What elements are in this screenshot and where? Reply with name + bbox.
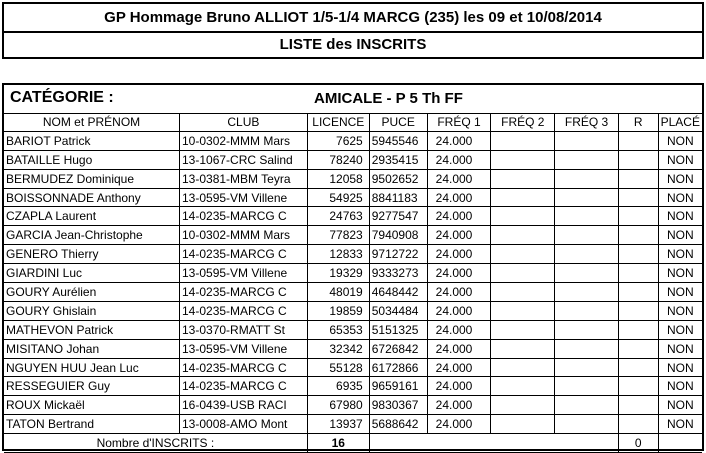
cell-freq2 [491, 245, 555, 264]
cell-puce: 9277547 [369, 207, 427, 226]
cell-freq3 [555, 377, 619, 396]
cell-puce: 9659161 [369, 377, 427, 396]
cell-puce: 9502652 [369, 169, 427, 188]
table-header-row [4, 113, 702, 131]
cell-puce: 5688642 [369, 415, 427, 434]
cell-place: NON [658, 169, 702, 188]
cell-freq3 [555, 301, 619, 320]
column-header-freq1: FRÉQ 1 [427, 113, 491, 131]
cell-freq1: 24.000 [427, 131, 491, 150]
table-row [4, 377, 702, 396]
cell-licence: 32342 [307, 339, 369, 358]
cell-name: RESSEGUIER Guy [4, 377, 180, 396]
cell-name: TATON Bertrand [4, 415, 180, 434]
cell-licence: 65353 [307, 320, 369, 339]
cell-freq1: 24.000 [427, 245, 491, 264]
cell-r [618, 358, 658, 377]
cell-freq3 [555, 415, 619, 434]
cell-licence: 48019 [307, 283, 369, 302]
cell-freq1: 24.000 [427, 283, 491, 302]
cell-freq3 [555, 339, 619, 358]
cell-r [618, 226, 658, 245]
cell-place: NON [658, 150, 702, 169]
cell-licence: 12058 [307, 169, 369, 188]
cell-freq2 [491, 188, 555, 207]
cell-place: NON [658, 207, 702, 226]
cell-name: GENERO Thierry [4, 245, 180, 264]
cell-club: 13-0595-VM Villene [180, 188, 308, 207]
cell-freq2 [491, 358, 555, 377]
cell-licence: 19329 [307, 264, 369, 283]
cell-puce: 9333273 [369, 264, 427, 283]
cell-licence: 13937 [307, 415, 369, 434]
cell-r [618, 131, 658, 150]
cell-freq3 [555, 245, 619, 264]
cell-freq3 [555, 396, 619, 415]
cell-freq3 [555, 226, 619, 245]
cell-freq2 [491, 320, 555, 339]
cell-club: 14-0235-MARCG C [180, 283, 308, 302]
cell-place: NON [658, 320, 702, 339]
cell-freq2 [491, 264, 555, 283]
cell-puce: 5034484 [369, 301, 427, 320]
cell-licence: 55128 [307, 358, 369, 377]
category-row [4, 85, 702, 114]
cell-licence: 7625 [307, 131, 369, 150]
cell-freq2 [491, 207, 555, 226]
document-subtitle: LISTE des INSCRITS [2, 31, 704, 59]
table-row [4, 264, 702, 283]
cell-name: BARIOT Patrick [4, 131, 180, 150]
cell-licence: 19859 [307, 301, 369, 320]
column-header-club: CLUB [180, 113, 308, 131]
document-title: GP Hommage Bruno ALLIOT 1/5-1/4 MARCG (235) les 09 et 10/08/2014 [2, 2, 704, 33]
table-row [4, 207, 702, 226]
cell-freq3 [555, 320, 619, 339]
cell-place: NON [658, 301, 702, 320]
cell-freq2 [491, 131, 555, 150]
cell-licence: 12833 [307, 245, 369, 264]
cell-place: NON [658, 377, 702, 396]
column-header-freq3: FRÉQ 3 [555, 113, 619, 131]
cell-place: NON [658, 245, 702, 264]
column-header-place: PLACÉ [658, 113, 702, 131]
cell-club: 13-0008-AMO Mont [180, 415, 308, 434]
cell-name: GOURY Aurélien [4, 283, 180, 302]
cell-name: CZAPLA Laurent [4, 207, 180, 226]
cell-freq3 [555, 283, 619, 302]
cell-freq3 [555, 358, 619, 377]
cell-club: 14-0235-MARCG C [180, 377, 308, 396]
cell-place: NON [658, 131, 702, 150]
cell-freq3 [555, 264, 619, 283]
cell-r [618, 377, 658, 396]
table-row [4, 169, 702, 188]
column-header-r: R [618, 113, 658, 131]
cell-r [618, 301, 658, 320]
cell-freq1: 24.000 [427, 358, 491, 377]
totals-count: 16 [307, 434, 369, 453]
cell-name: GARCIA Jean-Christophe [4, 226, 180, 245]
cell-freq1: 24.000 [427, 150, 491, 169]
table-row [4, 150, 702, 169]
cell-freq2 [491, 339, 555, 358]
cell-club: 13-0381-MBM Teyra [180, 169, 308, 188]
cell-place: NON [658, 358, 702, 377]
registrations-table [4, 113, 702, 453]
cell-puce: 9830367 [369, 396, 427, 415]
cell-club: 10-0302-MMM Mars [180, 131, 308, 150]
cell-r [618, 207, 658, 226]
cell-licence: 67980 [307, 396, 369, 415]
column-header-name: NOM et PRÉNOM [4, 113, 180, 131]
cell-r [618, 169, 658, 188]
cell-r [618, 150, 658, 169]
table-row [4, 226, 702, 245]
table-row [4, 301, 702, 320]
table-row [4, 283, 702, 302]
cell-freq2 [491, 226, 555, 245]
cell-licence: 77823 [307, 226, 369, 245]
cell-puce: 6172866 [369, 358, 427, 377]
cell-r [618, 264, 658, 283]
cell-freq3 [555, 169, 619, 188]
cell-puce: 8841183 [369, 188, 427, 207]
cell-freq2 [491, 283, 555, 302]
category-value: AMICALE - P 5 Th FF [314, 90, 463, 107]
cell-r [618, 396, 658, 415]
cell-puce: 6726842 [369, 339, 427, 358]
cell-r [618, 188, 658, 207]
cell-club: 14-0235-MARCG C [180, 301, 308, 320]
table-row [4, 188, 702, 207]
cell-freq3 [555, 131, 619, 150]
cell-licence: 54925 [307, 188, 369, 207]
cell-club: 10-0302-MMM Mars [180, 226, 308, 245]
cell-freq2 [491, 377, 555, 396]
cell-name: GOURY Ghislain [4, 301, 180, 320]
cell-name: BOISSONNADE Anthony [4, 188, 180, 207]
cell-place: NON [658, 264, 702, 283]
cell-club: 14-0235-MARCG C [180, 207, 308, 226]
cell-r [618, 339, 658, 358]
cell-freq2 [491, 150, 555, 169]
cell-freq3 [555, 188, 619, 207]
column-header-freq2: FRÉQ 2 [491, 113, 555, 131]
cell-freq1: 24.000 [427, 415, 491, 434]
cell-name: MISITANO Johan [4, 339, 180, 358]
cell-club: 16-0439-USB RACI [180, 396, 308, 415]
cell-freq3 [555, 150, 619, 169]
table-row [4, 415, 702, 434]
column-header-licence: LICENCE [307, 113, 369, 131]
cell-freq2 [491, 415, 555, 434]
cell-club: 13-0370-RMATT St [180, 320, 308, 339]
totals-label: Nombre d'INSCRITS : [4, 434, 307, 453]
table-row [4, 339, 702, 358]
cell-puce: 9712722 [369, 245, 427, 264]
cell-club: 13-0595-VM Villene [180, 339, 308, 358]
cell-puce: 5151325 [369, 320, 427, 339]
column-header-puce: PUCE [369, 113, 427, 131]
cell-r [618, 320, 658, 339]
cell-r [618, 245, 658, 264]
table-row [4, 396, 702, 415]
table-row [4, 245, 702, 264]
category-label: CATÉGORIE : [10, 89, 114, 106]
cell-r [618, 415, 658, 434]
cell-freq1: 24.000 [427, 264, 491, 283]
cell-freq1: 24.000 [427, 301, 491, 320]
cell-name: GIARDINI Luc [4, 264, 180, 283]
registrations-panel [2, 83, 704, 451]
cell-freq1: 24.000 [427, 226, 491, 245]
cell-name: BATAILLE Hugo [4, 150, 180, 169]
cell-puce: 5945546 [369, 131, 427, 150]
cell-freq2 [491, 169, 555, 188]
cell-freq2 [491, 301, 555, 320]
cell-freq2 [491, 396, 555, 415]
cell-place: NON [658, 415, 702, 434]
cell-puce: 7940908 [369, 226, 427, 245]
cell-freq1: 24.000 [427, 396, 491, 415]
cell-club: 13-1067-CRC Salind [180, 150, 308, 169]
table-row [4, 131, 702, 150]
cell-licence: 6935 [307, 377, 369, 396]
cell-freq1: 24.000 [427, 339, 491, 358]
cell-club: 14-0235-MARCG C [180, 358, 308, 377]
cell-name: NGUYEN HUU Jean Luc [4, 358, 180, 377]
cell-name: MATHEVON Patrick [4, 320, 180, 339]
cell-licence: 24763 [307, 207, 369, 226]
cell-place: NON [658, 283, 702, 302]
cell-freq1: 24.000 [427, 377, 491, 396]
table-row [4, 358, 702, 377]
cell-place: NON [658, 188, 702, 207]
cell-place: NON [658, 226, 702, 245]
cell-club: 13-0595-VM Villene [180, 264, 308, 283]
totals-r: 0 [618, 434, 658, 453]
cell-freq1: 24.000 [427, 188, 491, 207]
cell-place: NON [658, 396, 702, 415]
cell-licence: 78240 [307, 150, 369, 169]
cell-freq1: 24.000 [427, 169, 491, 188]
cell-freq3 [555, 207, 619, 226]
cell-name: ROUX Mickaël [4, 396, 180, 415]
cell-puce: 4648442 [369, 283, 427, 302]
cell-place: NON [658, 339, 702, 358]
totals-place-empty [658, 434, 702, 453]
totals-empty [369, 434, 618, 453]
cell-freq1: 24.000 [427, 320, 491, 339]
cell-name: BERMUDEZ Dominique [4, 169, 180, 188]
cell-puce: 2935415 [369, 150, 427, 169]
cell-r [618, 283, 658, 302]
cell-club: 14-0235-MARCG C [180, 245, 308, 264]
cell-freq1: 24.000 [427, 207, 491, 226]
table-row [4, 320, 702, 339]
totals-row [4, 434, 702, 453]
